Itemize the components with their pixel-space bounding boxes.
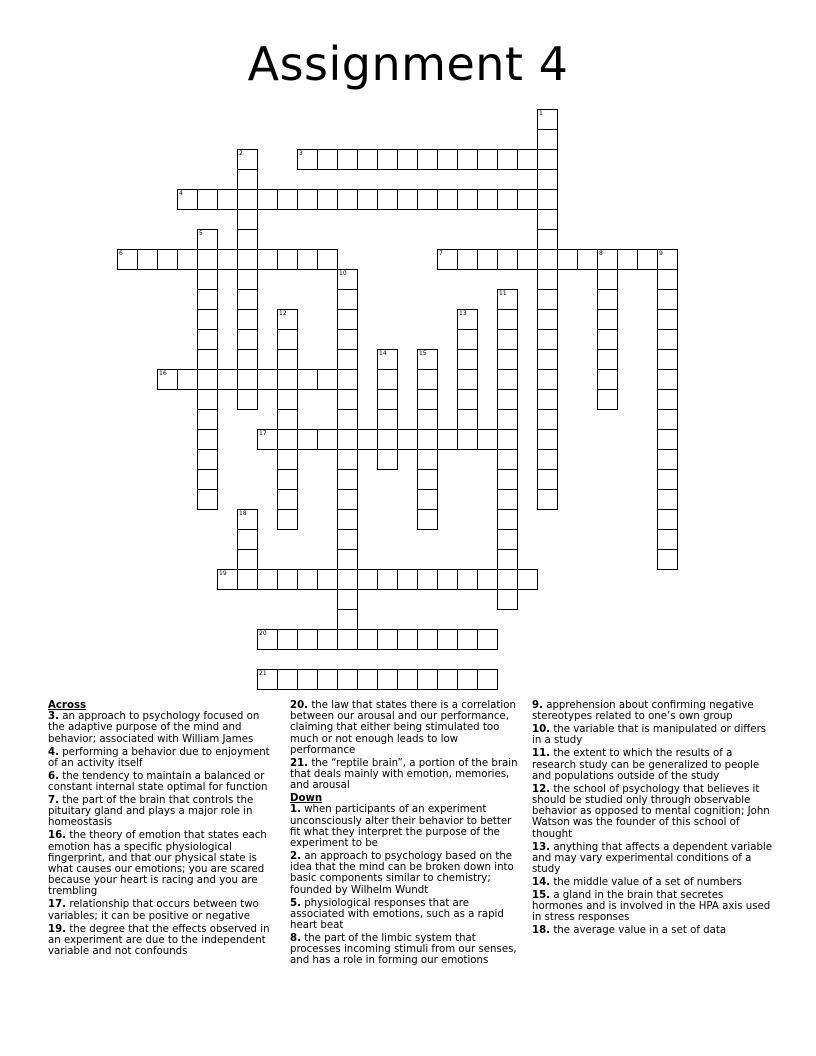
grid-cell[interactable] xyxy=(497,449,518,470)
grid-cell[interactable] xyxy=(157,369,178,390)
grid-cell[interactable] xyxy=(237,169,258,190)
grid-cell[interactable] xyxy=(417,669,438,690)
grid-cell[interactable] xyxy=(357,189,378,210)
grid-cell[interactable] xyxy=(657,509,678,530)
grid-cell[interactable] xyxy=(337,609,358,630)
grid-cell[interactable] xyxy=(317,369,338,390)
grid-cell[interactable] xyxy=(397,629,418,650)
clue-number-16: 16 xyxy=(159,370,167,377)
clue-across-20: 20. the law that states there is a correlation between our arousal and our performance, claiming that either being stimulated too much or not enough leads to low performance xyxy=(290,700,516,756)
grid-cell[interactable] xyxy=(657,249,678,270)
grid-cell[interactable] xyxy=(157,249,178,270)
grid-cell[interactable] xyxy=(337,529,358,550)
grid-cell[interactable] xyxy=(537,409,558,430)
grid-cell[interactable] xyxy=(597,349,618,370)
grid-cell[interactable] xyxy=(437,669,458,690)
grid-cell[interactable] xyxy=(237,309,258,330)
grid-cell[interactable] xyxy=(537,349,558,370)
clue-across-19: 19. the degree that the effects observed in an experiment are due to the independent variable and not confounds xyxy=(48,923,270,958)
grid-cell[interactable] xyxy=(377,149,398,170)
grid-cell[interactable] xyxy=(497,369,518,390)
grid-cell[interactable] xyxy=(337,269,358,290)
grid-cell[interactable] xyxy=(177,249,198,270)
grid-cell[interactable] xyxy=(177,369,198,390)
grid-cell[interactable] xyxy=(357,569,378,590)
clue-number-5: 5 xyxy=(199,230,203,237)
clue-number-10: 10 xyxy=(339,270,347,277)
down-heading: Down xyxy=(290,793,323,805)
grid-cell[interactable] xyxy=(197,289,218,310)
grid-cell[interactable] xyxy=(417,149,438,170)
grid-cell[interactable] xyxy=(657,309,678,330)
grid-cell[interactable] xyxy=(597,389,618,410)
grid-cell[interactable] xyxy=(357,669,378,690)
grid-cell[interactable] xyxy=(537,489,558,510)
grid-cell[interactable] xyxy=(497,289,518,310)
grid-cell[interactable] xyxy=(377,349,398,370)
grid-cell[interactable] xyxy=(497,309,518,330)
grid-cell[interactable] xyxy=(297,189,318,210)
grid-cell[interactable] xyxy=(437,249,458,270)
grid-cell[interactable] xyxy=(457,189,478,210)
grid-cell[interactable] xyxy=(537,269,558,290)
clue-list xyxy=(48,700,778,1000)
grid-cell[interactable] xyxy=(337,409,358,430)
grid-cell[interactable] xyxy=(277,489,298,510)
grid-cell[interactable] xyxy=(377,369,398,390)
clue-number-19: 19 xyxy=(219,570,227,577)
grid-cell[interactable] xyxy=(617,249,638,270)
grid-cell[interactable] xyxy=(497,529,518,550)
grid-cell[interactable] xyxy=(537,149,558,170)
clue-number-13: 13 xyxy=(459,310,467,317)
grid-cell[interactable] xyxy=(317,249,338,270)
grid-cell[interactable] xyxy=(337,429,358,450)
clue-column-1 xyxy=(48,700,276,959)
grid-cell[interactable] xyxy=(577,249,598,270)
clue-across-7: 7. the part of the brain that controls the pituitary gland and plays a major role in homeostasis xyxy=(48,795,254,829)
grid-cell[interactable] xyxy=(337,389,358,410)
grid-cell[interactable] xyxy=(497,429,518,450)
clue-down-15: 15. a gland in the brain that secretes hormones and is involved in the HPA axis used in stress responses xyxy=(532,890,771,924)
grid-cell[interactable] xyxy=(457,309,478,330)
clue-number-17: 17 xyxy=(259,430,267,437)
grid-cell[interactable] xyxy=(537,209,558,230)
grid-cell[interactable] xyxy=(417,489,438,510)
grid-cell[interactable] xyxy=(517,149,538,170)
grid-cell[interactable] xyxy=(497,149,518,170)
grid-cell[interactable] xyxy=(397,429,418,450)
grid-cell[interactable] xyxy=(277,389,298,410)
grid-cell[interactable] xyxy=(257,669,278,690)
grid-cell[interactable] xyxy=(417,449,438,470)
grid-cell[interactable] xyxy=(297,429,318,450)
grid-cell[interactable] xyxy=(177,189,198,210)
grid-cell[interactable] xyxy=(597,249,618,270)
grid-cell[interactable] xyxy=(317,429,338,450)
grid-cell[interactable] xyxy=(497,589,518,610)
grid-cell[interactable] xyxy=(337,149,358,170)
grid-cell[interactable] xyxy=(337,549,358,570)
grid-cell[interactable] xyxy=(597,269,618,290)
grid-cell[interactable] xyxy=(537,289,558,310)
grid-cell[interactable] xyxy=(237,329,258,350)
grid-cell[interactable] xyxy=(477,669,498,690)
grid-cell[interactable] xyxy=(197,249,218,270)
grid-cell[interactable] xyxy=(377,189,398,210)
grid-cell[interactable] xyxy=(257,249,278,270)
grid-cell[interactable] xyxy=(657,429,678,450)
grid-cell[interactable] xyxy=(377,669,398,690)
grid-cell[interactable] xyxy=(297,249,318,270)
clue-down-12: 12. the school of psychology that believes it should be studied only through observable behavior as opposed to mental cognition; John Watson was the founder of this school of thought xyxy=(532,783,770,840)
grid-cell[interactable] xyxy=(497,329,518,350)
grid-cell[interactable] xyxy=(657,449,678,470)
grid-cell[interactable] xyxy=(297,569,318,590)
grid-cell[interactable] xyxy=(557,249,578,270)
grid-cell[interactable] xyxy=(497,189,518,210)
clue-across-17: 17. relationship that occurs between two variables; it can be positive or negative xyxy=(48,899,259,922)
grid-cell[interactable] xyxy=(537,109,558,130)
grid-cell[interactable] xyxy=(417,509,438,530)
grid-cell[interactable] xyxy=(277,369,298,390)
clue-number-3: 3 xyxy=(299,150,303,157)
grid-cell[interactable] xyxy=(197,309,218,330)
grid-cell[interactable] xyxy=(657,289,678,310)
grid-cell[interactable] xyxy=(417,569,438,590)
grid-cell[interactable] xyxy=(277,409,298,430)
clue-number-6: 6 xyxy=(119,250,123,257)
clue-number-9: 9 xyxy=(659,250,663,257)
grid-cell[interactable] xyxy=(237,509,258,530)
grid-cell[interactable] xyxy=(657,549,678,570)
grid-cell[interactable] xyxy=(237,289,258,310)
grid-cell[interactable] xyxy=(217,189,238,210)
grid-cell[interactable] xyxy=(277,569,298,590)
grid-cell[interactable] xyxy=(457,149,478,170)
grid-cell[interactable] xyxy=(377,569,398,590)
grid-cell[interactable] xyxy=(317,189,338,210)
grid-cell[interactable] xyxy=(517,249,538,270)
grid-cell[interactable] xyxy=(357,429,378,450)
clue-number-8: 8 xyxy=(599,250,603,257)
grid-cell[interactable] xyxy=(237,389,258,410)
clue-down-5: 5. physiological responses that are associated with emotions, such as a rapid heart beat xyxy=(290,897,504,932)
grid-cell[interactable] xyxy=(417,189,438,210)
grid-cell[interactable] xyxy=(297,669,318,690)
grid-cell[interactable] xyxy=(597,309,618,330)
grid-cell[interactable] xyxy=(237,349,258,370)
clue-number-20: 20 xyxy=(259,630,267,637)
grid-cell[interactable] xyxy=(657,389,678,410)
grid-cell[interactable] xyxy=(337,569,358,590)
across-heading: Across xyxy=(48,700,87,711)
grid-cell[interactable] xyxy=(497,569,518,590)
grid-cell[interactable] xyxy=(377,409,398,430)
grid-cell[interactable] xyxy=(477,189,498,210)
grid-cell[interactable] xyxy=(417,369,438,390)
grid-cell[interactable] xyxy=(537,429,558,450)
grid-cell[interactable] xyxy=(337,489,358,510)
grid-cell[interactable] xyxy=(437,149,458,170)
grid-cell[interactable] xyxy=(377,389,398,410)
grid-cell[interactable] xyxy=(317,629,338,650)
grid-cell[interactable] xyxy=(517,189,538,210)
grid-cell[interactable] xyxy=(657,369,678,390)
grid-cell[interactable] xyxy=(377,429,398,450)
grid-cell[interactable] xyxy=(277,669,298,690)
grid-cell[interactable] xyxy=(657,409,678,430)
grid-cell[interactable] xyxy=(237,549,258,570)
grid-cell[interactable] xyxy=(337,669,358,690)
grid-cell[interactable] xyxy=(397,149,418,170)
grid-cell[interactable] xyxy=(277,189,298,210)
clue-across-6: 6. the tendency to maintain a balanced or constant internal state optimal for function xyxy=(48,770,268,794)
clue-number-21: 21 xyxy=(259,670,267,677)
grid-cell[interactable] xyxy=(457,629,478,650)
grid-cell[interactable] xyxy=(197,349,218,370)
grid-cell[interactable] xyxy=(417,429,438,450)
grid-cell[interactable] xyxy=(437,189,458,210)
grid-cell[interactable] xyxy=(657,329,678,350)
grid-cell[interactable] xyxy=(397,569,418,590)
grid-cell[interactable] xyxy=(337,629,358,650)
grid-cell[interactable] xyxy=(197,429,218,450)
grid-cell[interactable] xyxy=(337,469,358,490)
clue-down-2: 2. an approach to psychology based on the idea that the mind can be broken down into basic components similar to chemistry; founded by Wilhelm Wundt xyxy=(290,851,514,896)
grid-cell[interactable] xyxy=(237,249,258,270)
grid-cell[interactable] xyxy=(537,189,558,210)
grid-cell[interactable] xyxy=(337,509,358,530)
grid-cell[interactable] xyxy=(237,189,258,210)
grid-cell[interactable] xyxy=(457,349,478,370)
grid-cell[interactable] xyxy=(477,429,498,450)
grid-cell[interactable] xyxy=(657,529,678,550)
grid-cell[interactable] xyxy=(457,669,478,690)
clue-across-3: 3. an approach to psychology focused on the adaptive purpose of the mind and behavior; associated with William James xyxy=(48,711,260,745)
grid-cell[interactable] xyxy=(197,489,218,510)
grid-cell[interactable] xyxy=(497,549,518,570)
grid-cell[interactable] xyxy=(537,469,558,490)
grid-cell[interactable] xyxy=(197,449,218,470)
grid-cell[interactable] xyxy=(337,449,358,470)
grid-cell[interactable] xyxy=(417,389,438,410)
grid-cell[interactable] xyxy=(277,309,298,330)
grid-cell[interactable] xyxy=(597,329,618,350)
grid-cell[interactable] xyxy=(477,629,498,650)
grid-cell[interactable] xyxy=(197,469,218,490)
clue-down-13: 13. anything that affects a dependent variable and may vary experimental conditions of a study xyxy=(532,841,773,876)
grid-cell[interactable] xyxy=(457,389,478,410)
grid-cell[interactable] xyxy=(537,329,558,350)
grid-cell[interactable] xyxy=(477,149,498,170)
grid-cell[interactable] xyxy=(217,369,238,390)
grid-cell[interactable] xyxy=(277,469,298,490)
page-title: Assignment 4 xyxy=(247,37,569,91)
clue-number-15: 15 xyxy=(419,350,427,357)
grid-cell[interactable] xyxy=(497,509,518,530)
clue-across-4: 4. performing a behavior due to enjoyment of an activity itself xyxy=(48,746,270,769)
grid-cell[interactable] xyxy=(657,269,678,290)
clue-number-2: 2 xyxy=(239,150,243,157)
grid-cell[interactable] xyxy=(237,529,258,550)
grid-cell[interactable] xyxy=(197,189,218,210)
grid-cell[interactable] xyxy=(257,569,278,590)
grid-cell[interactable] xyxy=(337,349,358,370)
grid-cell[interactable] xyxy=(497,469,518,490)
grid-cell[interactable] xyxy=(517,569,538,590)
grid-cell[interactable] xyxy=(437,569,458,590)
grid-cell[interactable] xyxy=(477,249,498,270)
grid-cell[interactable] xyxy=(197,269,218,290)
grid-cell[interactable] xyxy=(337,189,358,210)
grid-cell[interactable] xyxy=(197,229,218,250)
grid-cell[interactable] xyxy=(257,369,278,390)
clue-down-14: 14. the middle value of a set of numbers xyxy=(532,877,742,889)
grid-cell[interactable] xyxy=(497,409,518,430)
grid-cell[interactable] xyxy=(237,229,258,250)
grid-cell[interactable] xyxy=(477,569,498,590)
grid-cell[interactable] xyxy=(457,369,478,390)
grid-cell[interactable] xyxy=(537,449,558,470)
grid-cell[interactable] xyxy=(497,489,518,510)
grid-cell[interactable] xyxy=(417,469,438,490)
grid-cell[interactable] xyxy=(197,329,218,350)
clue-down-11: 11. the extent to which the results of a research study can be generalized to people and populations outside of the study xyxy=(532,748,760,782)
grid-cell[interactable] xyxy=(257,629,278,650)
grid-cell[interactable] xyxy=(417,349,438,370)
grid-cell[interactable] xyxy=(277,429,298,450)
grid-cell[interactable] xyxy=(537,249,558,270)
grid-cell[interactable] xyxy=(597,369,618,390)
grid-cell[interactable] xyxy=(437,629,458,650)
grid-cell[interactable] xyxy=(537,369,558,390)
grid-cell[interactable] xyxy=(657,489,678,510)
clue-across-16: 16. the theory of emotion that states each emotion has a specific physiological fingerprint, and that our physical state is what causes our emotions; you are scared because your heart is racing and you are trembling xyxy=(48,830,267,898)
grid-cell[interactable] xyxy=(237,209,258,230)
grid-cell[interactable] xyxy=(237,269,258,290)
clue-number-14: 14 xyxy=(379,350,387,357)
grid-cell[interactable] xyxy=(317,569,338,590)
grid-cell[interactable] xyxy=(357,149,378,170)
grid-cell[interactable] xyxy=(337,589,358,610)
grid-cell[interactable] xyxy=(657,349,678,370)
grid-cell[interactable] xyxy=(377,629,398,650)
grid-cell[interactable] xyxy=(277,629,298,650)
clue-number-18: 18 xyxy=(239,510,247,517)
grid-cell[interactable] xyxy=(537,169,558,190)
clue-down-10: 10. the variable that is manipulated or differs in a study xyxy=(532,724,767,747)
grid-cell[interactable] xyxy=(537,229,558,250)
grid-cell[interactable] xyxy=(597,289,618,310)
grid-cell[interactable] xyxy=(277,449,298,470)
grid-cell[interactable] xyxy=(277,509,298,530)
grid-cell[interactable] xyxy=(657,469,678,490)
clue-down-8: 8. the part of the limbic system that processes incoming stimuli from our senses, and has a role in forming our emotions xyxy=(290,933,517,967)
grid-cell[interactable] xyxy=(357,629,378,650)
clue-down-1: 1. when participants of an experiment unconsciously alter their behavior to better fit what they interpret the purpose of the experiment to be xyxy=(290,804,512,850)
clue-number-11: 11 xyxy=(499,290,507,297)
grid-cell[interactable] xyxy=(537,389,558,410)
grid-cell[interactable] xyxy=(497,349,518,370)
grid-cell[interactable] xyxy=(237,369,258,390)
grid-cell[interactable] xyxy=(197,409,218,430)
clue-number-7: 7 xyxy=(439,250,443,257)
grid-cell[interactable] xyxy=(137,249,158,270)
grid-cell[interactable] xyxy=(377,449,398,470)
clue-column-3 xyxy=(532,700,776,938)
grid-cell[interactable] xyxy=(297,629,318,650)
grid-cell[interactable] xyxy=(537,309,558,330)
grid-cell[interactable] xyxy=(337,329,358,350)
grid-cell[interactable] xyxy=(457,569,478,590)
clue-column-2 xyxy=(290,700,522,968)
grid-cell[interactable] xyxy=(417,409,438,430)
grid-cell[interactable] xyxy=(457,329,478,350)
grid-cell[interactable] xyxy=(497,389,518,410)
grid-cell[interactable] xyxy=(277,349,298,370)
grid-cell[interactable] xyxy=(497,249,518,270)
grid-cell[interactable] xyxy=(317,669,338,690)
grid-cell[interactable] xyxy=(197,369,218,390)
grid-cell[interactable] xyxy=(397,189,418,210)
grid-cell[interactable] xyxy=(217,249,238,270)
grid-cell[interactable] xyxy=(637,249,658,270)
clue-down-18: 18. the average value in a set of data xyxy=(532,925,727,937)
grid-cell[interactable] xyxy=(237,569,258,590)
grid-cell[interactable] xyxy=(337,309,358,330)
clue-across-21: 21. the “reptile brain”, a portion of the brain that deals mainly with emotion, memories, and arousal xyxy=(290,757,518,792)
grid-cell[interactable] xyxy=(337,289,358,310)
grid-cell[interactable] xyxy=(397,669,418,690)
grid-cell[interactable] xyxy=(197,389,218,410)
clue-number-4: 4 xyxy=(179,190,183,197)
grid-cell[interactable] xyxy=(437,429,458,450)
grid-cell[interactable] xyxy=(337,369,358,390)
clue-down-9: 9. apprehension about confirming negative stereotypes related to one’s own group xyxy=(532,700,754,723)
grid-cell[interactable] xyxy=(297,149,318,170)
grid-cell[interactable] xyxy=(277,329,298,350)
clue-number-1: 1 xyxy=(539,110,543,117)
grid-cell[interactable] xyxy=(217,569,238,590)
grid-cell[interactable] xyxy=(257,429,278,450)
grid-cell[interactable] xyxy=(317,149,338,170)
grid-cell[interactable] xyxy=(237,149,258,170)
grid-cell[interactable] xyxy=(117,249,138,270)
grid-cell[interactable] xyxy=(457,249,478,270)
grid-cell[interactable] xyxy=(277,249,298,270)
grid-cell[interactable] xyxy=(417,629,438,650)
grid-cell[interactable] xyxy=(257,189,278,210)
grid-cell[interactable] xyxy=(457,429,478,450)
grid-cell[interactable] xyxy=(457,409,478,430)
grid-cell[interactable] xyxy=(297,369,318,390)
grid-cell[interactable] xyxy=(537,129,558,150)
clue-number-12: 12 xyxy=(279,310,287,317)
